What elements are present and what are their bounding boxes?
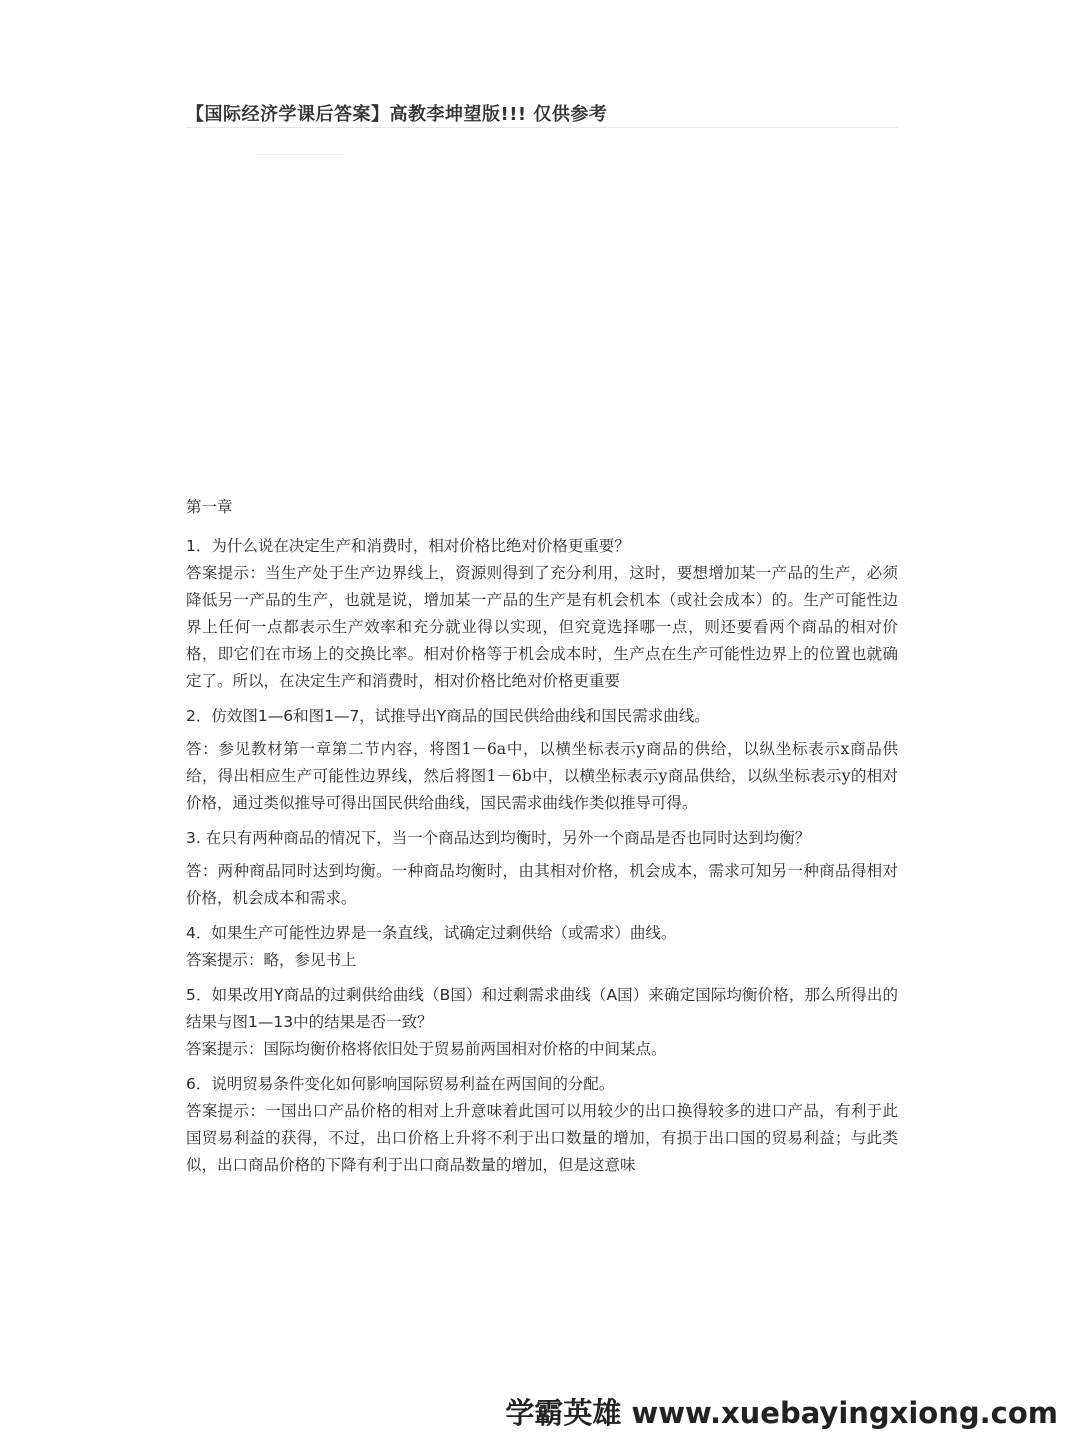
document-title: 【国际经济学课后答案】高教李坤望版!!! 仅供参考 (186, 104, 608, 125)
document-body (186, 494, 898, 1187)
question-1: 1．为什么说在决定生产和消费时，相对价格比绝对价格更重要？ (186, 537, 630, 555)
answer-4: 答案提示：略，参见书上 (186, 951, 357, 969)
question-2: 2．仿效图1—6和图1—7，试推导出Y商品的国民供给曲线和国民需求曲线。 (186, 707, 710, 725)
qa-block-3 (186, 825, 898, 912)
question-5: 5．如果改用Y商品的过剩供给曲线（B国）和过剩需求曲线（A国）来确定国际均衡价格，那么所得出的结果与图1—13中的结果是否一致？ (186, 986, 898, 1031)
qa-block-2 (186, 703, 898, 817)
answer-5: 答案提示：国际均衡价格将依旧处于贸易前两国相对价格的中间某点。 (186, 1040, 667, 1058)
answer-6: 答案提示：一国出口产品价格的相对上升意味着此国可以用较少的出口换得较多的进口产品，有利于此国贸易利益的获得，不过，出口价格上升将不利于出口数量的增加，有损于出口国的贸易利益；与此类似，出口商品价格的下降有利于出口商品数量的增加，但是这意味 (186, 1102, 898, 1174)
answer-2: 答：参见教材第一章第二节内容，将图1－6a中，以横坐标表示y商品的供给，以纵坐标表示x商品供给，得出相应生产可能性边界线，然后将图1－6b中，以横坐标表示y商品供给，以纵坐标表示y的相对价格，通过类似推导可得出国民供给曲线，国民需求曲线作类似推导可得。 (186, 740, 898, 812)
site-watermark: 学霸英雄 www.xuebayingxiong.com (505, 1396, 1058, 1430)
chapter-heading: 第一章 (186, 498, 233, 516)
qa-block-4 (186, 920, 898, 974)
header-divider (186, 127, 898, 128)
qa-block-1 (186, 533, 898, 695)
answer-3: 答：两种商品同时达到均衡。一种商品均衡时，由其相对价格，机会成本，需求可知另一种商品得相对价格，机会成本和需求。 (186, 862, 898, 907)
qa-block-6 (186, 1071, 898, 1179)
question-6: 6．说明贸易条件变化如何影响国际贸易利益在两国间的分配。 (186, 1075, 615, 1093)
question-4: 4．如果生产可能性边界是一条直线，试确定过剩供给（或需求）曲线。 (186, 924, 677, 942)
faint-rule (256, 154, 344, 155)
answer-1: 答案提示：当生产处于生产边界线上，资源则得到了充分利用，这时，要想增加某一产品的生产，必须降低另一产品的生产，也就是说，增加某一产品的生产是有机会机本（或社会成本）的。生产可能性边界上任何一点都表示生产效率和充分就业得以实现，但究竟选择哪一点，则还要看两个商品的相对价格，即它们在市场上的交换比率。相对价格等于机会成本时，生产点在生产可能性边界上的位置也就确定了。所以，在决定生产和消费时，相对价格比绝对价格更重要 (186, 564, 898, 690)
question-3: 3. 在只有两种商品的情况下，当一个商品达到均衡时，另外一个商品是否也同时达到均衡？ (186, 829, 811, 847)
qa-block-5 (186, 982, 898, 1063)
